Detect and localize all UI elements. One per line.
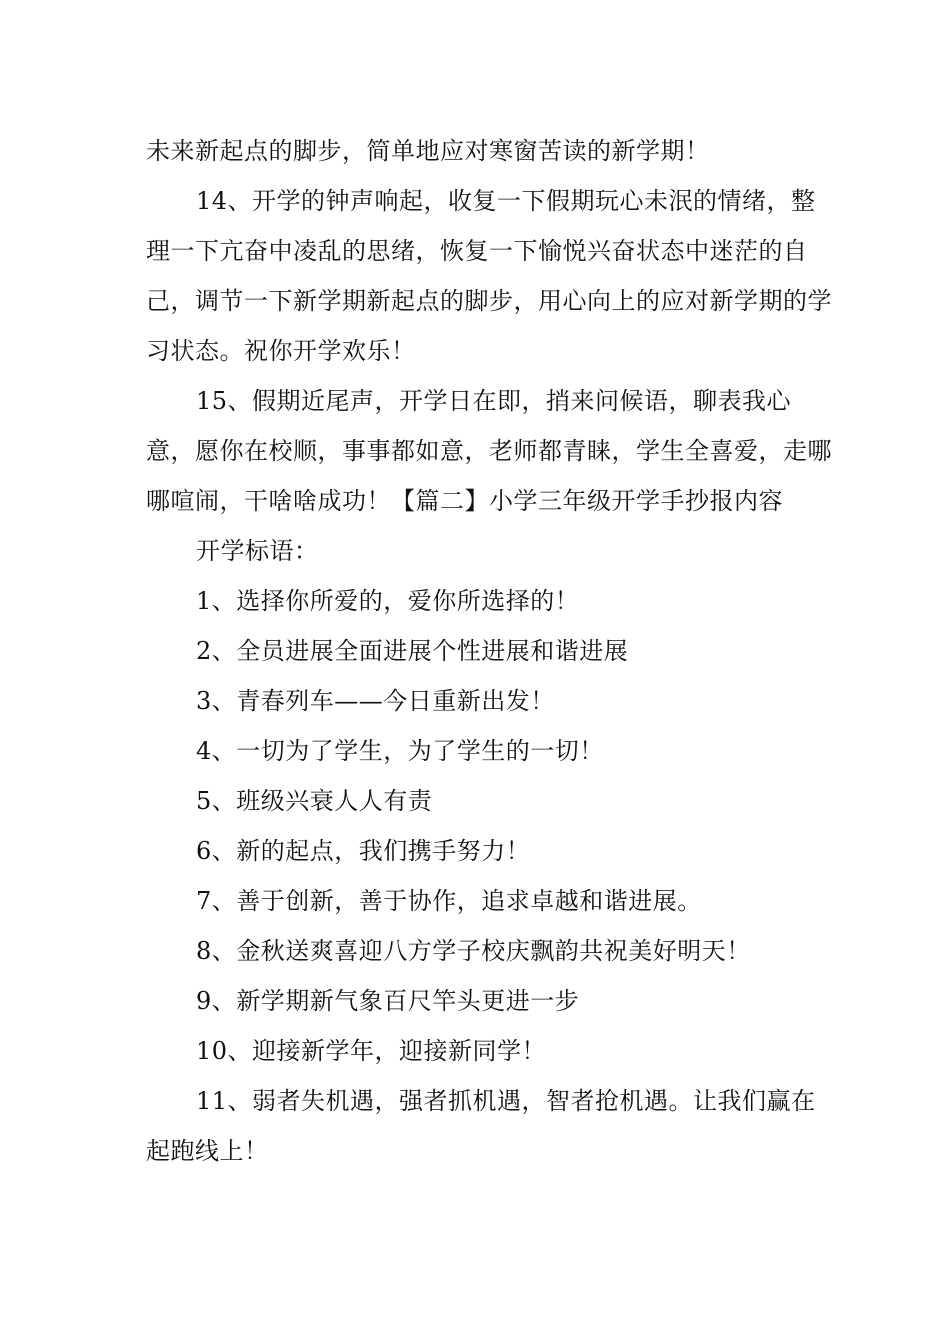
slogan-item-7: 7、善于创新，善于协作，追求卓越和谐进展。 <box>196 887 702 915</box>
paragraph-continuation: 未来新起点的脚步，简单地应对寒窗苦读的新学期！ <box>146 137 710 165</box>
slogan-item-6: 6、新的起点，我们携手努力！ <box>196 837 531 865</box>
paragraph-item-14: 14、开学的钟声响起，收复一下假期玩心未泯的情绪，整理一下亢奋中凌乱的思绪，恢复一下愉悦兴奋状态中迷茫的自己，调节一下新学期新起点的脚步，用心向上的应对新学期的学习状态。祝你开学欢乐！ <box>146 187 832 365</box>
slogan-item-10: 10、迎接新学年，迎接新同学！ <box>196 1037 547 1065</box>
slogan-item-5: 5、班级兴衰人人有责 <box>196 787 433 815</box>
slogan-item-8: 8、金秋送爽喜迎八方学子校庆飘韵共祝美好明天！ <box>196 937 751 965</box>
slogan-item-9: 9、新学期新气象百尺竿头更进一步 <box>196 987 580 1015</box>
slogan-item-2: 2、全员进展全面进展个性进展和谐进展 <box>196 637 629 665</box>
slogan-item-11: 11、弱者失机遇，强者抓机遇，智者抢机遇。让我们赢在起跑线上！ <box>146 1087 816 1165</box>
section-heading-slogans: 开学标语： <box>196 537 319 565</box>
slogan-item-4: 4、一切为了学生，为了学生的一切！ <box>196 737 604 765</box>
slogan-item-3: 3、青春列车——今日重新出发！ <box>196 687 555 715</box>
paragraph-item-15: 15、假期近尾声，开学日在即，捎来问候语，聊表我心意，愿你在校顺，事事都如意，老师都青睐，学生全喜爱，走哪哪喧闹，干啥啥成功！【篇二】小学三年级开学手抄报内容 <box>146 387 832 515</box>
document-body <box>146 126 836 1176</box>
slogan-item-1: 1、选择你所爱的，爱你所选择的！ <box>196 587 580 615</box>
